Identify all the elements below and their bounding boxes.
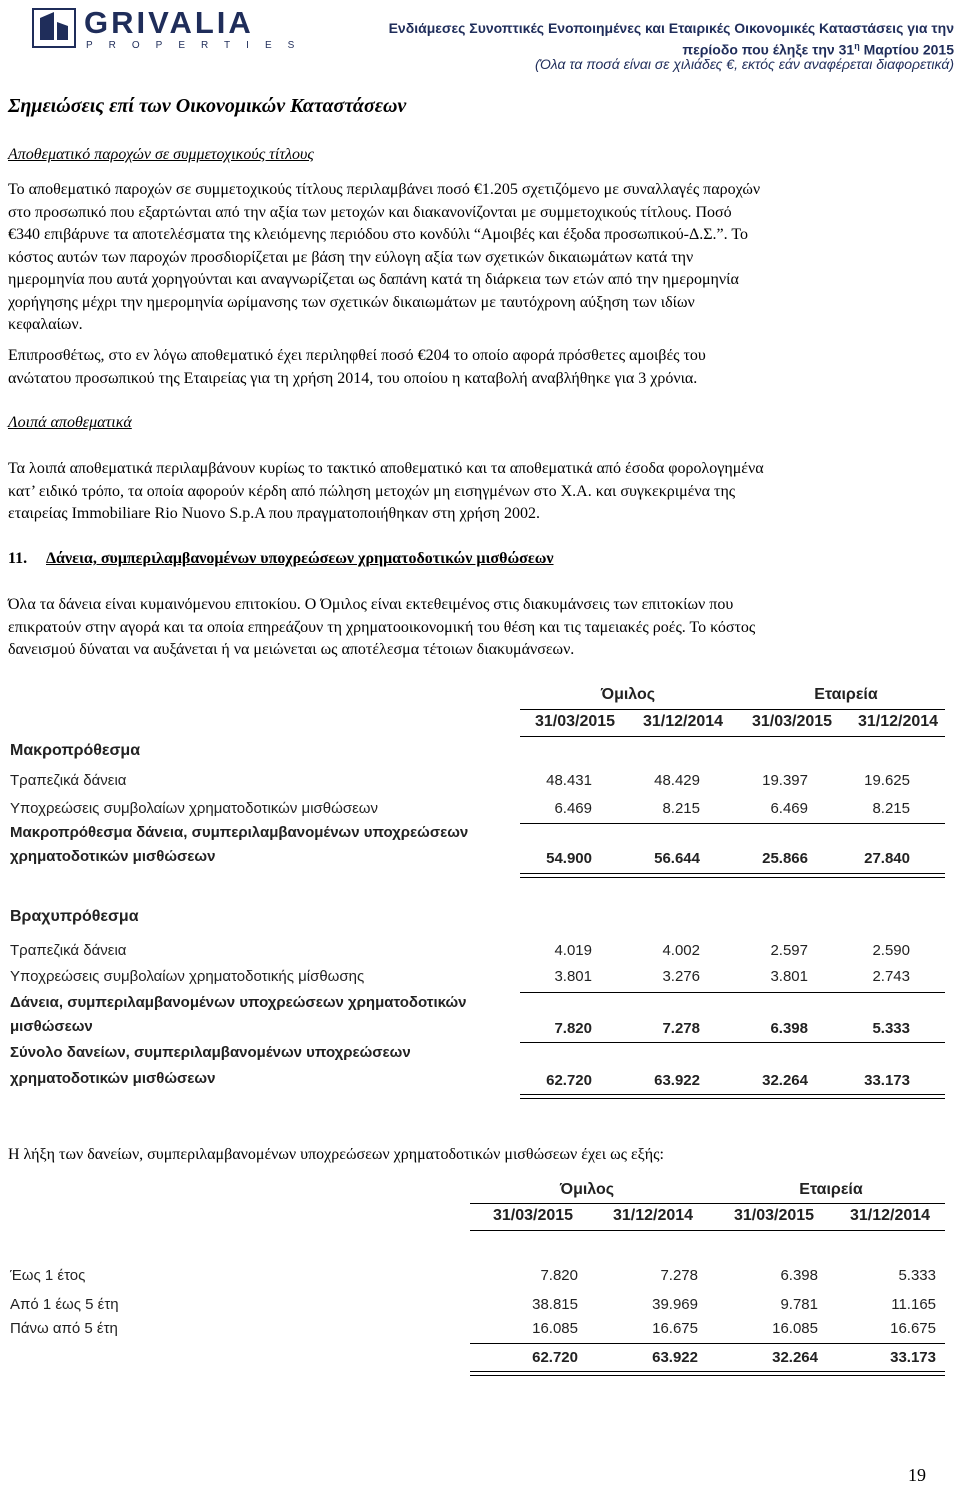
total-double-rule [520, 873, 945, 878]
subtotal-rule [520, 1042, 945, 1043]
row-label: Τραπεζικά δάνεια [10, 772, 127, 789]
subtotal-rule [520, 992, 945, 993]
header-rule [520, 709, 945, 710]
para-line: ημερομηνία που αυτά χορηγούνται και αναγνωρίζεται ως δαπάνη κατά τη διάρκεια των ετών από την ημερομηνία [8, 271, 739, 288]
total-value: 7.820 [554, 1020, 592, 1037]
company-logo [32, 5, 311, 54]
date-header: 31/12/2014 [857, 713, 939, 730]
subheading-share-reserve: Αποθεματικό παροχών σε συμμετοχικούς τίτλους [8, 146, 314, 163]
logo-mark-icon [32, 8, 76, 48]
cell-value: 6.469 [770, 800, 808, 817]
total-value: 5.333 [872, 1020, 910, 1037]
cell-value: 19.397 [762, 772, 808, 789]
para-line: κεφαλαίων. [8, 316, 83, 333]
cell-value: 2.590 [872, 942, 910, 959]
total-value: 32.264 [762, 1072, 808, 1089]
cell-value: 6.398 [780, 1267, 818, 1284]
page-title: Σημειώσεις επί των Οικονομικών Καταστάσεων [8, 95, 407, 117]
total-value: 63.922 [652, 1349, 698, 1366]
total-value: 62.720 [546, 1072, 592, 1089]
total-value: 6.398 [770, 1020, 808, 1037]
total-value: 32.264 [772, 1349, 818, 1366]
para-line: Τα λοιπά αποθεματικά περιλαμβάνουν κυρίως το τακτικό αποθεματικό και τα αποθεματικά από έσοδα φορολογημένα [8, 460, 764, 477]
cell-value: 3.801 [770, 968, 808, 985]
total-value: 7.278 [662, 1020, 700, 1037]
row-label: Μακροπρόθεσμα δάνεια, συμπεριλαμβανομένων υποχρεώσεων [10, 824, 469, 841]
date-header: 31/03/2015 [751, 713, 833, 730]
cell-value: 6.469 [554, 800, 592, 817]
total-value: 56.644 [654, 850, 700, 867]
row-label: Έως 1 έτος [10, 1267, 86, 1284]
row-label: χρηματοδοτικών μισθώσεων [10, 1070, 216, 1087]
cell-value: 16.085 [532, 1320, 578, 1337]
para-line: εταιρείας Immobiliare Rio Nuovo S.p.A που πραγματοποιήθηκαν στη χρήση 2002. [8, 505, 540, 522]
para-line: κόστος αυτών των παροχών προσδιορίζεται με βάση την εύλογη αξία των σχετικών δικαιωμάτων κατά την [8, 248, 694, 266]
section-heading-loans: 11. Δάνεια, συμπεριλαμβανομένων υποχρεώσεων χρηματοδοτικών μισθώσεων [8, 550, 554, 567]
maturity-intro: Η λήξη των δανείων, συμπεριλαμβανομένων υποχρεώσεων χρηματοδοτικών μισθώσεων έχει ως εξής: [8, 1146, 664, 1163]
total-value: 33.173 [864, 1072, 910, 1089]
group-header-company: Εταιρεία [814, 686, 878, 703]
row-label: Από 1 έως 5 έτη [10, 1296, 119, 1313]
short-term-heading: Βραχυπρόθεσμα [10, 908, 139, 925]
header-line-3: (Όλα τα ποσά είναι σε χιλιάδες €, εκτός εάν αναφέρεται διαφορετικά) [535, 56, 954, 72]
cell-value: 38.815 [532, 1296, 578, 1313]
subheading-other-reserves: Λοιπά αποθεματικά [8, 414, 132, 431]
cell-value: 4.019 [554, 942, 592, 959]
paragraph-loans [8, 594, 926, 662]
cell-value: 39.969 [652, 1296, 698, 1313]
cell-value: 4.002 [662, 942, 700, 959]
cell-value: 16.675 [890, 1320, 936, 1337]
cell-value: 8.215 [872, 800, 910, 817]
row-label: Πάνω από 5 έτη [10, 1320, 118, 1337]
total-value: 54.900 [546, 850, 592, 867]
para-line: στο προσωπικό που εξαρτώνται από την αξία των μετοχών και διακανονίζονται με συμμετοχικούς τίτλους. Ποσό [8, 203, 732, 221]
para-line: Όλα τα δάνεια είναι κυμαινόμενου επιτοκίου. Ο Όμιλος είναι εκτεθειμένος στις διακυμάνσεις των επιτοκίων που [8, 596, 734, 613]
total-value: 25.866 [762, 850, 808, 867]
date-header: 31/12/2014 [642, 713, 724, 730]
date-header: 31/12/2014 [612, 1207, 694, 1224]
page-number: 19 [908, 1465, 926, 1485]
para-line: χορήγησης μέχρι την ημερομηνία ωρίμανσης των σχετικών δικαιωμάτων με ταυτόχρονη αύξηση των ιδίων [8, 293, 695, 311]
cell-value: 5.333 [898, 1267, 936, 1284]
logo-subtitle: PROPERTIES [86, 40, 311, 51]
header-rule [470, 1230, 945, 1231]
row-label: μισθώσεων [10, 1018, 93, 1035]
cell-value: 2.743 [872, 968, 910, 985]
cell-value: 48.429 [654, 772, 700, 789]
total-double-rule [520, 1094, 945, 1099]
cell-value: 3.801 [554, 968, 592, 985]
group-header-company: Εταιρεία [799, 1181, 863, 1198]
row-label: Υποχρεώσεις συμβολαίων χρηματοδοτικής μίσθωσης [10, 968, 365, 985]
para-line: επικρατούν στην αγορά και τα οποία επηρεάζουν τη χρηματοοικονομική του θέση και τις ταμειακές ροές. Το κόστος [8, 618, 756, 636]
cell-value: 8.215 [662, 800, 700, 817]
subtotal-rule [470, 1343, 945, 1344]
para-line: κατ’ ειδικό τρόπο, τα οποία αφορούν κέρδη από πώληση μετοχών μη εισηγμένων στο Χ.Α. και συγκεκριμένα της [8, 482, 736, 500]
total-value: 27.840 [864, 850, 910, 867]
total-value: 63.922 [654, 1072, 700, 1089]
cell-value: 3.276 [662, 968, 700, 985]
date-header: 31/12/2014 [849, 1207, 931, 1224]
total-value: 33.173 [890, 1349, 936, 1366]
total-value: 62.720 [532, 1349, 578, 1366]
para-line: Το αποθεματικό παροχών σε συμμετοχικούς τίτλους περιλαμβάνει ποσό €1.205 σχετιζόμενο με συναλλαγές παροχών [8, 181, 761, 198]
para-line: ανώτατου προσωπικού της Εταιρείας για τη χρήση 2014, του οποίου η καταβολή αναβλήθηκε για 3 χρόνια. [8, 369, 698, 387]
date-header: 31/03/2015 [733, 1207, 815, 1224]
date-header: 31/03/2015 [492, 1207, 574, 1224]
row-label: Δάνεια, συμπεριλαμβανομένων υποχρεώσεων χρηματοδοτικών [10, 994, 467, 1011]
cell-value: 48.431 [546, 772, 592, 789]
group-header-group: Όμιλος [600, 686, 656, 703]
header-line-1: Ενδιάμεσες Συνοπτικές Ενοποιημένες και Εταιρικές Οικονομικές Καταστάσεις για την [388, 20, 954, 36]
header-rule [520, 736, 945, 737]
paragraph-additional-reserve [8, 345, 926, 390]
paragraph-share-reserve [8, 179, 926, 337]
cell-value: 9.781 [780, 1296, 818, 1313]
long-term-heading: Μακροπρόθεσμα [10, 742, 141, 759]
row-label: Σύνολο δανείων, συμπεριλαμβανομένων υποχρεώσεων [10, 1044, 411, 1061]
row-label: χρηματοδοτικών μισθώσεων [10, 848, 216, 865]
header-line-2: περίοδο που έληξε την $31^\eta$ Μαρτίου 2015 [682, 41, 954, 58]
cell-value: 16.085 [772, 1320, 818, 1337]
logo-wordmark: GRIVALIA [84, 5, 254, 40]
row-label: Υποχρεώσεις συμβολαίων χρηματοδοτικών μισθώσεων [10, 800, 378, 817]
cell-value: 2.597 [770, 942, 808, 959]
group-header-group: Όμιλος [559, 1181, 615, 1198]
total-double-rule [470, 1371, 945, 1376]
para-line: δανεισμού δύναται να αυξάνεται ή να μειώνεται ως αποτέλεσμα τέτοιων διακυμάνσεων. [8, 641, 575, 658]
cell-value: 11.165 [891, 1296, 936, 1313]
para-line: Επιπροσθέτως, στο εν λόγω αποθεματικό έχει περιληφθεί ποσό €204 το οποίο αφορά πρόσθετες αμοιβές του [8, 347, 706, 364]
subtotal-rule [520, 823, 945, 824]
date-header: 31/03/2015 [534, 713, 616, 730]
cell-value: 7.820 [540, 1267, 578, 1284]
para-line: €340 επιβάρυνε τα αποτελέσματα της κλειόμενης περιόδου στο κονδύλι “Αμοιβές και έξοδα προσωπικού-Δ.Σ.”. Το [8, 226, 749, 243]
cell-value: 16.675 [652, 1320, 698, 1337]
maturity-table [0, 1175, 960, 1375]
loans-table [0, 680, 960, 1100]
paragraph-other-reserves [8, 458, 926, 526]
header-rule [470, 1203, 945, 1204]
cell-value: 19.625 [864, 772, 910, 789]
cell-value: 7.278 [660, 1267, 698, 1284]
row-label: Τραπεζικά δάνεια [10, 942, 127, 959]
